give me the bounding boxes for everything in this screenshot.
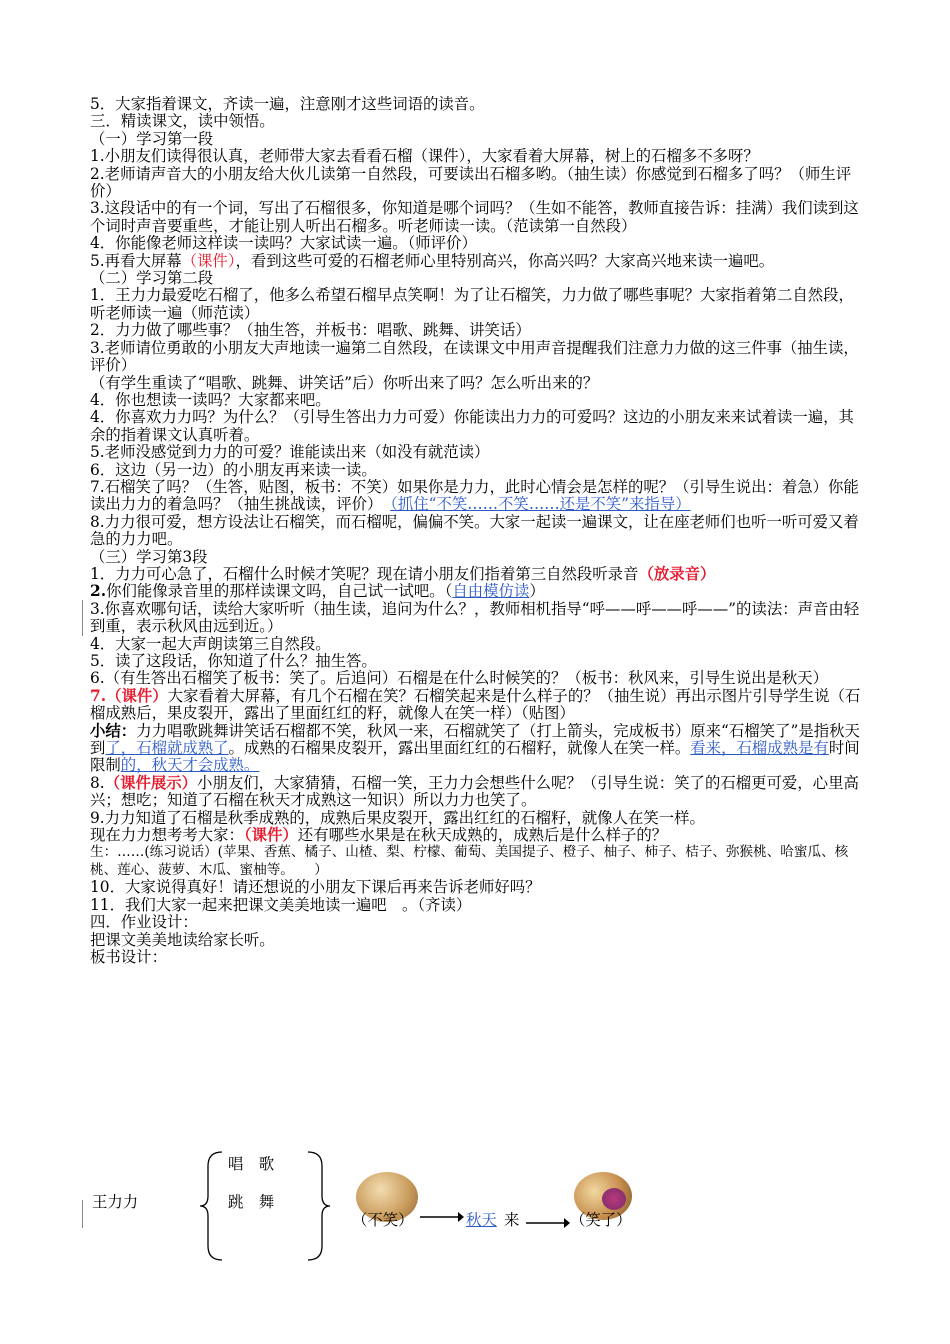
arrow-icon	[526, 1216, 570, 1230]
arrow-icon	[420, 1210, 464, 1224]
line: （有学生重读了“唱歌、跳舞、讲笑话”后）你听出来了吗？怎么听出来的？	[90, 373, 599, 392]
line: 3.你喜欢哪句话，读给大家听听（抽生读，追问为什么？，教师相机指导“呼——呼——呼——”的读法：声音由轻到重，表示秋风由远到近。）	[90, 599, 860, 636]
line: 5.老师没感觉到力力的可爱？谁能读出来（如没有就范读）	[90, 443, 490, 462]
section-heading: （二）学习第二段	[90, 269, 214, 288]
line: 板书设计：	[90, 947, 167, 966]
line: 4．你也想读一读吗？大家都来吧。	[90, 390, 331, 409]
revision-mark	[82, 1200, 83, 1228]
line: 6.（有生答出石榴笑了板书：笑了。后追问）石榴是在什么时候笑的？（板书：秋风来，引导生说出是秋天）	[90, 669, 829, 688]
play-recording-note: （放录音）	[638, 564, 716, 583]
line: 5．读了这段话，你知道了什么？抽生答。	[90, 652, 377, 670]
board-item: 唱 歌	[228, 1155, 275, 1173]
line: 6．这边（另一边）的小朋友再来读一读。	[90, 460, 377, 479]
autumn-link[interactable]: 秋天	[466, 1211, 497, 1229]
line: 生：……(练习说话）(苹果、香蕉、橘子、山楂、梨、柠檬、葡萄、美国提子、橙子、柚子、柿子、桔子、弥猴桃、哈蜜瓜、核桃、莲心、菠萝、木瓜、蜜柚等。 ）	[90, 844, 849, 878]
line: 5.再看大屏幕（课件），看到这些可爱的石榴老师心里特别高兴，你高兴吗？大家高兴地来读一遍吧。	[90, 251, 775, 270]
line: 3.这段话中的有一个词，写出了石榴很多，你知道是哪个词吗？（生如不能答，教师直接告诉：挂满）我们读到这个词时声音要重些，才能让别人听出石榴多。听老师读一读。（范读第一自然段）	[90, 199, 859, 235]
courseware-note: （课件）	[181, 251, 236, 270]
line: 5．大家指着课文，齐读一遍，注意刚才这些词语的读音。	[90, 95, 485, 113]
section-heading: （三）学习第3段	[90, 547, 208, 566]
board-item: 跳 舞	[228, 1193, 275, 1211]
board-not-smile: （不笑）	[352, 1211, 414, 1229]
line: 四．作业设计：	[90, 913, 198, 932]
line: 4．你能像老师这样读一读吗？大家试读一遍。（师评价）	[90, 234, 477, 253]
line: 8.力力很可爱，想方设法让石榴笑，而石榴呢，偏偏不笑。大家一起读一遍课文，让在座老师们也听一听可爱又着急的力力吧。	[90, 512, 859, 549]
right-brace-icon	[302, 1150, 332, 1262]
summary: 小结：力力唱歌跳舞讲笑话石榴都不笑，秋风一来，石榴就笑了（打上箭头，完成板书）原来“石榴笑了”是指秋天到了，石榴就成熟了。成熟的石榴果皮裂开，露出里面红红的石榴籽，就像人在笑一样。看来，石榴成熟是有时间限制的，秋天才会成熟。	[90, 721, 860, 775]
revision-mark	[82, 600, 83, 636]
left-brace-icon	[198, 1150, 228, 1262]
line: 3.老师请位勇敢的小朋友大声地读一遍第二自然段，在读课文中用声音提醒我们注意力力做的这三件事（抽生读，评价）	[90, 338, 859, 375]
line: 7.（课件）大家看着大屏幕，有几个石榴在笑？石榴笑起来是什么样子的？（抽生说）再出示图片引导学生说（石榴成熟后，果皮裂开，露出了里面红红的籽，就像人在笑一样）（贴图）	[90, 686, 861, 723]
board-come: 来	[504, 1211, 520, 1229]
summary-link[interactable]: 看来，石榴成熟是有	[690, 739, 829, 758]
line: 2.老师请声音大的小朋友给大伙儿读第一自然段，可要读出石榴多哟。（抽生读）你感觉到石榴多了吗？（师生评价）	[90, 164, 852, 201]
line: 11．我们大家一起来把课文美美地读一遍吧 。（齐读）	[90, 895, 472, 914]
line: 2．力力做了哪些事？（抽生答，并板书：唱歌、跳舞、讲笑话）	[90, 321, 531, 340]
line: 1．王力力最爱吃石榴了，他多么希望石榴早点笑啊！为了让石榴笑，力力做了哪些事呢？大家指着第二自然段，听老师读一遍（师范读）	[90, 286, 854, 322]
line: 4．大家一起大声朗读第三自然段。	[90, 634, 331, 653]
guidance-link[interactable]: （抓住“不笑……不笑……还是不笑”来指导）	[390, 495, 691, 514]
line: 7.石榴笑了吗？（生答，贴图，板书：不笑）如果你是力力，此时心情会是怎样的呢？（引导生说出：着急）你能读出力力的着急吗？（抽生挑战读，评价） （抓住“不笑……不笑……还是不笑”来指导）	[90, 477, 859, 514]
summary-link[interactable]: 了，石榴就成熟了	[105, 739, 229, 758]
line: 1.小朋友们读得很认真，老师带大家去看看石榴（课件），大家看着大屏幕，树上的石榴多不多呀？	[90, 147, 759, 166]
line: 2.你们能像录音里的那样读课文吗，自己试一试吧。（自由模仿读）	[90, 582, 545, 601]
board-name: 王力力	[92, 1193, 139, 1211]
line: 1．力力可心急了，石榴什么时候才笑呢？现在请小朋友们指着第三自然段听录音（放录音）	[90, 564, 716, 583]
line: 把课文美美地读给家长听。	[90, 930, 275, 949]
courseware-note: （课件展示）	[104, 773, 198, 792]
board-smile: （笑了）	[570, 1211, 632, 1229]
courseware-note: （课件）	[106, 686, 168, 705]
summary-link[interactable]: 的，秋天才会成熟。	[120, 756, 260, 775]
board-design	[90, 1148, 790, 1268]
line: 4．你喜欢力力吗？为什么？（引导生答出力力可爱）你能读出力力的可爱吗？这边的小朋友来来试着读一遍，其余的指着课文认真听着。	[90, 408, 854, 444]
lesson-text	[90, 96, 862, 966]
line: 三．精读课文，读中领悟。	[90, 112, 275, 131]
section-heading: （一）学习第一段	[90, 129, 214, 148]
free-imitation-link[interactable]: 自由模仿读	[452, 582, 530, 601]
line: 9.力力知道了石榴是秋季成熟的，成熟后果皮裂开，露出红红的石榴籽，就像人在笑一样。	[90, 808, 705, 827]
courseware-note: （课件）	[243, 826, 298, 845]
line: 8.（课件展示）小朋友们，大家猜猜，石榴一笑，王力力会想些什么呢？（引导生说：笑了的石榴更可爱，心里高兴；想吃；知道了石榴在秋天才成熟这一知识）所以力力也笑了。	[90, 773, 859, 810]
line: 现在力力想考考大家：（课件）还有哪些水果是在秋天成熟的，成熟后是什么样子的？	[90, 826, 668, 845]
line: 10．大家说得真好！请还想说的小朋友下课后再来告诉老师好吗？	[90, 878, 541, 897]
